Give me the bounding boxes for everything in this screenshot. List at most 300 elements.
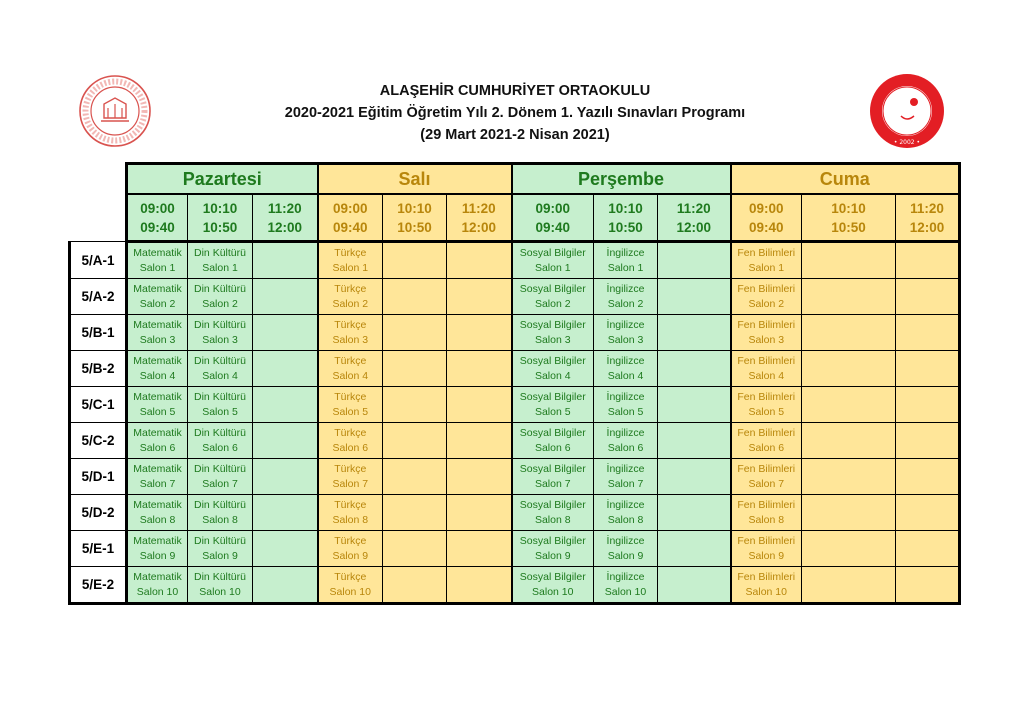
exam-cell [383,279,447,315]
exam-cell [383,531,447,567]
exam-cell [512,495,594,531]
exam-cell [731,495,802,531]
exam-room: Salon 7 [332,477,369,490]
exam-room: Salon 2 [607,297,644,310]
exam-cell [253,423,318,459]
exam-room: Salon 8 [534,513,571,526]
exam-cell [318,495,383,531]
exam-cell [318,459,383,495]
exam-room: Salon 1 [534,261,571,274]
slot-end-time: 10:50 [608,219,643,235]
table-row [70,495,960,531]
exam-room: Salon 3 [139,333,176,346]
exam-cell [447,459,512,495]
exam-subject: Matematik [133,570,182,583]
exam-cell [127,423,188,459]
exam-cell [447,315,512,351]
slot-end-time: 10:50 [202,219,238,235]
exam-subject: Din Kültürü [194,498,246,511]
exam-cell [383,387,447,423]
exam-cell [253,279,318,315]
exam-cell [512,279,594,315]
exam-cell [594,567,658,604]
slot-end-time: 09:40 [332,219,368,235]
class-label: 5/C-1 [70,387,127,423]
table-row [70,242,960,279]
exam-cell [253,459,318,495]
exam-cell [383,423,447,459]
exam-room: Salon 9 [607,549,644,562]
exam-cell [188,279,253,315]
exam-subject: Sosyal Bilgiler [519,282,586,295]
day-header-sali: Salı [318,164,512,195]
exam-cell [658,279,731,315]
exam-cell [383,351,447,387]
exam-cell [127,242,188,279]
exam-subject: Fen Bilimleri [737,390,796,403]
slot-end-time: 09:40 [535,219,571,235]
exam-subject: Matematik [133,534,182,547]
exam-room: Salon 6 [534,441,571,454]
table-row [70,531,960,567]
school-name: ALAŞEHİR CUMHURİYET ORTAOKULU [379,83,651,99]
table-row [70,315,960,351]
exam-room: Salon 9 [139,549,176,562]
exam-cell [318,242,383,279]
exam-cell [188,423,253,459]
exam-cell [594,423,658,459]
exam-cell [731,242,802,279]
exam-cell [802,423,896,459]
slot-end-time: 10:50 [397,219,432,235]
exam-subject: Fen Bilimleri [737,426,796,439]
exam-cell [594,315,658,351]
exam-cell [127,351,188,387]
exam-subject: Sosyal Bilgiler [519,426,586,439]
exam-room: Salon 8 [332,513,369,526]
exam-subject: Matematik [133,390,182,403]
exam-room: Salon 6 [139,441,176,454]
exam-cell [188,315,253,351]
exam-room: Salon 8 [202,513,238,526]
exam-cell [447,495,512,531]
exam-cell [253,315,318,351]
time-slot-header [127,194,188,242]
slot-start-time: 11:20 [267,200,302,216]
exam-cell [318,423,383,459]
exam-subject: Din Kültürü [194,390,246,403]
exam-cell [512,567,594,604]
exam-program-title: 2020-2021 Eğitim Öğretim Yılı 2. Dönem 1. Yazılı Sınavları Programı [284,105,746,121]
school-logo [868,72,946,150]
exam-cell [731,351,802,387]
exam-cell [188,567,253,604]
exam-subject: Türkçe [334,570,367,583]
exam-cell [896,315,960,351]
exam-room: Salon 10 [199,585,241,598]
exam-room: Salon 1 [748,261,785,274]
exam-room: Salon 9 [534,549,571,562]
exam-room: Salon 1 [202,261,238,274]
exam-subject: Fen Bilimleri [737,282,796,295]
time-slot-header [188,194,253,242]
exam-room: Salon 8 [139,513,176,526]
slot-end-time: 12:00 [909,219,945,235]
exam-cell [802,315,896,351]
exam-subject: Din Kültürü [194,534,246,547]
exam-cell [896,459,960,495]
ministry-logo [78,74,152,148]
exam-subject: Sosyal Bilgiler [519,534,586,547]
exam-subject: Matematik [133,498,182,511]
exam-room: Salon 8 [607,513,644,526]
exam-cell [731,459,802,495]
exam-subject: Türkçe [334,534,367,547]
exam-cell [253,567,318,604]
exam-cell [188,531,253,567]
exam-room: Salon 2 [332,297,369,310]
exam-cell [731,279,802,315]
exam-room: Salon 10 [745,585,787,598]
class-label: 5/E-1 [70,531,127,567]
exam-cell [731,315,802,351]
slot-start-time: 10:10 [202,200,238,216]
exam-cell [658,495,731,531]
exam-subject: Sosyal Bilgiler [519,354,586,367]
slot-start-time: 11:20 [910,200,944,216]
exam-cell [896,279,960,315]
class-label: 5/B-1 [70,315,127,351]
exam-subject: Fen Bilimleri [737,246,796,259]
exam-subject: Matematik [133,354,182,367]
exam-cell [802,495,896,531]
exam-room: Salon 3 [202,333,238,346]
exam-cell [896,423,960,459]
exam-cell [127,459,188,495]
time-slot-header [318,194,383,242]
class-label: 5/C-2 [70,423,127,459]
exam-cell [658,315,731,351]
time-slot-header [383,194,447,242]
time-slot-header [512,194,594,242]
time-slot-header [896,194,960,242]
exam-room: Salon 6 [202,441,238,454]
exam-room: Salon 7 [607,477,644,490]
exam-cell [512,423,594,459]
exam-room: Salon 7 [748,477,785,490]
exam-cell [658,459,731,495]
exam-room: Salon 1 [332,261,369,274]
exam-cell [802,387,896,423]
time-slot-header [253,194,318,242]
exam-cell [318,351,383,387]
exam-room: Salon 7 [534,477,571,490]
exam-cell [658,567,731,604]
exam-room: Salon 2 [534,297,571,310]
exam-subject: Matematik [133,246,182,259]
exam-cell [383,315,447,351]
class-label: 5/A-2 [70,279,127,315]
exam-room: Salon 9 [202,549,238,562]
slot-end-time: 12:00 [461,219,497,235]
exam-room: Salon 2 [748,297,785,310]
exam-subject: Din Kültürü [194,318,246,331]
exam-cell [188,495,253,531]
exam-subject: Türkçe [334,282,367,295]
exam-subject: Fen Bilimleri [737,354,796,367]
exam-cell [127,567,188,604]
exam-cell [318,387,383,423]
time-slot-header [447,194,512,242]
exam-cell [658,387,731,423]
exam-room: Salon 1 [139,261,176,274]
exam-subject: Türkçe [334,246,367,259]
exam-subject: Matematik [133,282,182,295]
exam-room: Salon 7 [202,477,238,490]
exam-room: Salon 5 [748,405,785,418]
exam-room: Salon 8 [748,513,785,526]
exam-room: Salon 3 [534,333,571,346]
exam-subject: Din Kültürü [194,570,246,583]
exam-room: Salon 7 [139,477,176,490]
exam-subject: Matematik [133,318,182,331]
exam-room: Salon 6 [748,441,785,454]
exam-cell [896,242,960,279]
corner-blank [70,164,127,195]
exam-cell [594,279,658,315]
exam-subject: Fen Bilimleri [737,462,796,475]
slot-end-time: 09:40 [140,219,175,235]
exam-room: Salon 4 [607,369,644,382]
exam-subject: Fen Bilimleri [737,498,796,511]
exam-cell [594,351,658,387]
exam-cell [512,459,594,495]
exam-cell [253,387,318,423]
exam-cell [447,242,512,279]
slot-start-time: 10:10 [831,200,866,216]
slot-end-time: 12:00 [676,219,712,235]
exam-subject: Din Kültürü [194,426,246,439]
exam-room: Salon 5 [607,405,644,418]
day-header-cuma: Cuma [731,164,960,195]
exam-cell [447,423,512,459]
exam-subject: Din Kültürü [194,246,246,259]
exam-cell [188,387,253,423]
exam-cell [896,387,960,423]
exam-room: Salon 1 [607,261,644,274]
exam-room: Salon 4 [139,369,176,382]
exam-cell [127,495,188,531]
exam-cell [658,423,731,459]
slot-start-time: 09:00 [332,200,368,216]
class-label: 5/D-2 [70,495,127,531]
exam-cell [383,567,447,604]
exam-room: Salon 10 [329,585,371,598]
class-label: 5/E-2 [70,567,127,604]
slot-end-time: 12:00 [267,219,303,235]
slot-end-time: 10:50 [831,219,866,235]
exam-cell [512,242,594,279]
exam-room: Salon 4 [748,369,785,382]
exam-subject: İngilizce [606,318,645,331]
exam-cell [512,315,594,351]
exam-cell [802,242,896,279]
exam-room: Salon 9 [332,549,369,562]
exam-cell [383,495,447,531]
exam-subject: İngilizce [606,534,645,547]
table-row [70,423,960,459]
exam-room: Salon 5 [332,405,369,418]
exam-room: Salon 10 [532,585,574,598]
exam-subject: Fen Bilimleri [737,570,796,583]
exam-cell [512,351,594,387]
exam-cell [512,531,594,567]
exam-cell [594,495,658,531]
exam-cell [802,531,896,567]
time-slot-header [731,194,802,242]
exam-cell [447,351,512,387]
exam-room: Salon 2 [139,297,176,310]
exam-subject: Türkçe [334,390,367,403]
exam-subject: Sosyal Bilgiler [519,246,586,259]
exam-subject: Türkçe [334,426,367,439]
date-range: (29 Mart 2021-2 Nisan 2021) [420,127,610,143]
exam-schedule-table [68,162,961,605]
slot-end-time: 09:40 [748,219,784,235]
exam-subject: Din Kültürü [194,462,246,475]
table-row [70,567,960,604]
exam-cell [896,351,960,387]
exam-subject: Türkçe [334,318,367,331]
exam-cell [318,279,383,315]
exam-room: Salon 5 [202,405,238,418]
exam-cell [253,351,318,387]
exam-subject: Din Kültürü [194,282,246,295]
exam-subject: Matematik [133,462,182,475]
slot-start-time: 11:20 [461,200,496,216]
slot-start-time: 10:10 [397,200,432,216]
exam-cell [594,531,658,567]
exam-subject: Sosyal Bilgiler [519,318,586,331]
exam-cell [594,242,658,279]
exam-subject: İngilizce [606,282,645,295]
time-slot-header [658,194,731,242]
day-header-persembe: Perşembe [512,164,731,195]
exam-subject: İngilizce [606,498,645,511]
exam-room: Salon 9 [748,549,785,562]
slot-start-time: 09:00 [535,200,571,216]
table-row [70,387,960,423]
exam-cell [253,531,318,567]
exam-room: Salon 3 [332,333,369,346]
exam-subject: İngilizce [606,570,645,583]
exam-cell [802,459,896,495]
exam-cell [658,351,731,387]
exam-subject: İngilizce [606,354,645,367]
time-slot-header [802,194,896,242]
document-header [250,80,780,146]
exam-cell [383,242,447,279]
exam-subject: Din Kültürü [194,354,246,367]
exam-cell [383,459,447,495]
exam-cell [658,242,731,279]
exam-subject: İngilizce [606,426,645,439]
exam-subject: İngilizce [606,462,645,475]
exam-cell [447,279,512,315]
exam-room: Salon 4 [534,369,571,382]
exam-cell [127,531,188,567]
exam-cell [802,351,896,387]
exam-cell [896,495,960,531]
slot-start-time: 09:00 [140,200,175,216]
class-label: 5/D-1 [70,459,127,495]
exam-room: Salon 4 [202,369,238,382]
exam-cell [253,495,318,531]
class-label: 5/B-2 [70,351,127,387]
exam-cell [188,242,253,279]
exam-subject: Türkçe [334,498,367,511]
exam-cell [127,279,188,315]
table-row [70,351,960,387]
exam-subject: Sosyal Bilgiler [519,498,586,511]
exam-subject: Sosyal Bilgiler [519,570,586,583]
exam-room: Salon 4 [332,369,369,382]
exam-room: Salon 3 [748,333,785,346]
exam-cell [127,387,188,423]
day-header-pazartesi: Pazartesi [127,164,318,195]
exam-subject: Türkçe [334,462,367,475]
exam-room: Salon 5 [534,405,571,418]
exam-cell [253,242,318,279]
exam-cell [731,531,802,567]
exam-cell [896,567,960,604]
corner-blank [70,194,127,242]
exam-cell [318,567,383,604]
exam-cell [318,531,383,567]
exam-cell [658,531,731,567]
table-row [70,459,960,495]
exam-cell [731,423,802,459]
exam-cell [447,567,512,604]
exam-cell [594,387,658,423]
exam-subject: Türkçe [334,354,367,367]
exam-cell [896,531,960,567]
exam-cell [802,567,896,604]
exam-cell [318,315,383,351]
exam-subject: Fen Bilimleri [737,534,796,547]
exam-cell [731,567,802,604]
slot-start-time: 11:20 [676,200,711,216]
time-slot-header [594,194,658,242]
exam-cell [447,387,512,423]
exam-cell [188,459,253,495]
exam-subject: Matematik [133,426,182,439]
exam-subject: İngilizce [606,390,645,403]
exam-room: Salon 10 [604,585,647,598]
exam-room: Salon 3 [607,333,644,346]
exam-cell [447,531,512,567]
exam-room: Salon 5 [139,405,176,418]
exam-cell [512,387,594,423]
exam-room: Salon 6 [607,441,644,454]
exam-cell [188,351,253,387]
exam-room: Salon 10 [136,585,179,598]
exam-subject: Fen Bilimleri [737,318,796,331]
exam-subject: İngilizce [606,246,645,259]
exam-cell [127,315,188,351]
slot-start-time: 10:10 [608,200,643,216]
class-label: 5/A-1 [70,242,127,279]
